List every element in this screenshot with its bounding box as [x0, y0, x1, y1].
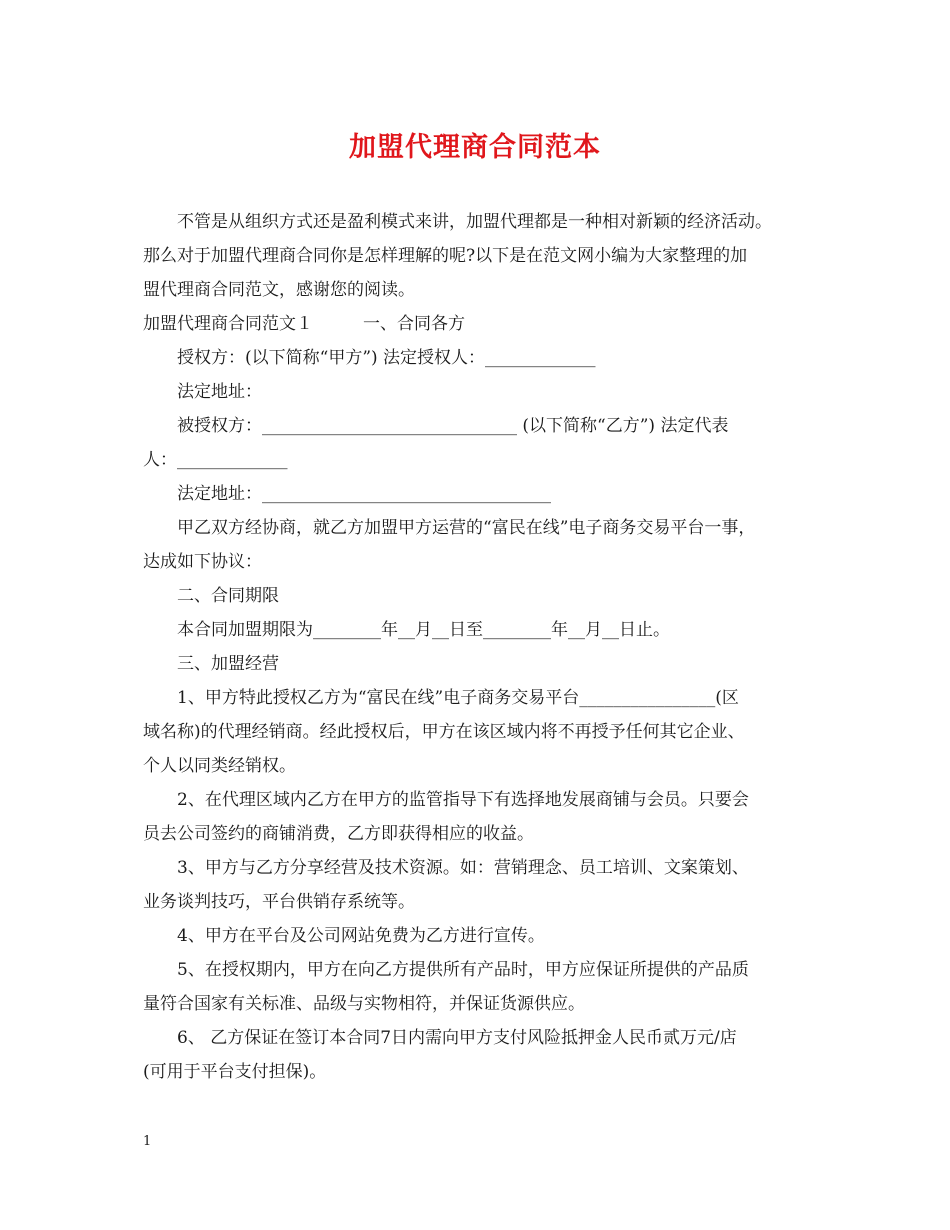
paragraph-line: 法定地址：	[177, 382, 262, 402]
paragraph-line: 员去公司签约的商铺消费，乙方即获得相应的收益。	[143, 824, 534, 844]
paragraph-line: 4、甲方在平台及公司网站免费为乙方进行宣传。	[177, 926, 545, 946]
paragraph-line: 不管是从组织方式还是盈利模式来讲，加盟代理都是一种相对新颖的经济活动。	[177, 212, 772, 232]
paragraph-line: 6、 乙方保证在签订本合同7日内需向甲方支付风险抵押金人民币贰万元/店	[177, 1028, 737, 1048]
paragraph-line: 甲乙双方经协商，就乙方加盟甲方运营的“富民在线”电子商务交易平台一事，	[177, 518, 756, 538]
paragraph-line: 量符合国家有关标准、品级与实物相符，并保证货源供应。	[143, 994, 585, 1014]
paragraph-line: 达成如下协议：	[143, 552, 262, 572]
document-title: 加盟代理商合同范本	[349, 132, 601, 163]
paragraph-line: 盟代理商合同范文，感谢您的阅读。	[143, 280, 415, 300]
document-body	[143, 205, 833, 1089]
paragraph-line: 本合同加盟期限为________年__月__日至________年__月__日止。	[177, 620, 670, 640]
paragraph-line: 业务谈判技巧，平台供销存系统等。	[143, 892, 415, 912]
paragraph-line: (可用于平台支付担保)。	[143, 1062, 327, 1082]
paragraph-line: 5、在授权期内，甲方在向乙方提供所有产品时，甲方应保证所提供的产品质	[177, 960, 749, 980]
paragraph-line: 2、在代理区域内乙方在甲方的监管指导下有选择地发展商铺与会员。只要会	[177, 790, 749, 810]
section-heading: 二、合同期限	[177, 586, 279, 606]
section-heading: 三、加盟经营	[177, 654, 279, 674]
paragraph-line: 人：_____________	[143, 450, 288, 470]
section-heading-line	[143, 307, 833, 341]
contract-sample-label: 加盟代理商合同范文１	[143, 314, 313, 334]
paragraph-line: 3、甲方与乙方分享经营及技术资源。如：营销理念、员工培训、文案策划、	[177, 858, 749, 878]
paragraph-line: 被授权方：______________________________ (以下简称“乙方”) 法定代表	[177, 416, 729, 436]
paragraph-line: 域名称)的代理经销商。经此授权后，甲方在该区域内将不再授予任何其它企业、	[143, 722, 745, 742]
paragraph-line: 法定地址：__________________________________	[177, 484, 551, 504]
paragraph-line: 个人以同类经销权。	[143, 756, 296, 776]
paragraph-line: 1、甲方特此授权乙方为“富民在线”电子商务交易平台________________(区	[177, 688, 739, 708]
page-number: 1	[143, 1134, 152, 1149]
section-heading: 一、合同各方	[363, 314, 465, 334]
paragraph-line: 授权方：(以下简称“甲方”) 法定授权人：_____________	[177, 348, 596, 368]
paragraph-line: 那么对于加盟代理商合同你是怎样理解的呢?以下是在范文网小编为大家整理的加	[143, 246, 748, 266]
